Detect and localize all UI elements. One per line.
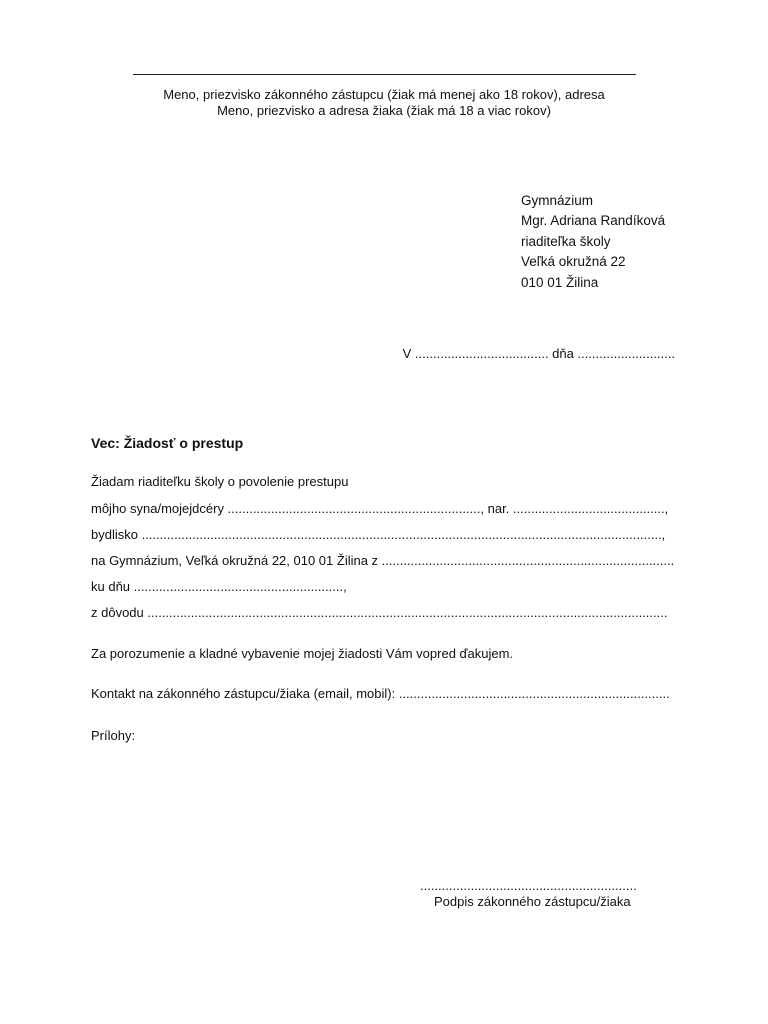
body-line: na Gymnázium, Veľká okružná 22, 010 01 Žilina z ................................................................................. bbox=[91, 553, 675, 568]
header-line-1: Meno, priezvisko zákonného zástupcu (žiak má menej ako 18 rokov), adresa bbox=[163, 87, 605, 102]
body-line: môjho syna/mojejdcéry ......................................................................, nar. .........................................., bbox=[91, 501, 669, 516]
recipient-line: Mgr. Adriana Randíková bbox=[521, 213, 666, 228]
date-place-line: V ..................................... dňa ........................... bbox=[402, 346, 675, 361]
signature-label: Podpis zákonného zástupcu/žiaka bbox=[434, 894, 631, 909]
recipient-line: riaditeľka školy bbox=[521, 234, 611, 249]
body-line: Žiadam riaditeľku školy o povolenie prestupu bbox=[91, 474, 349, 489]
thanks-line: Za porozumenie a kladné vybavenie mojej žiadosti Vám vopred ďakujem. bbox=[91, 646, 514, 661]
body-line: z dôvodu ................................................................................................................................................ bbox=[91, 605, 668, 620]
recipient-line: 010 01 Žilina bbox=[521, 275, 599, 290]
top-rule bbox=[133, 74, 636, 75]
header-line-2: Meno, priezvisko a adresa žiaka (žiak má 18 a viac rokov) bbox=[217, 103, 551, 118]
recipient-line: Gymnázium bbox=[521, 193, 594, 208]
contact-line: Kontakt na zákonného zástupcu/žiaka (email, mobil): ........................................................................... bbox=[91, 686, 670, 701]
body-line: bydlisko ................................................................................................................................................, bbox=[91, 527, 666, 542]
recipient-line: Veľká okružná 22 bbox=[521, 254, 626, 269]
subject-line: Vec: Žiadosť o prestup bbox=[91, 435, 244, 451]
body-line: ku dňu .........................................................., bbox=[91, 579, 347, 594]
signature-dots: ............................................................ bbox=[420, 878, 637, 893]
attachments-label: Prílohy: bbox=[91, 728, 136, 743]
